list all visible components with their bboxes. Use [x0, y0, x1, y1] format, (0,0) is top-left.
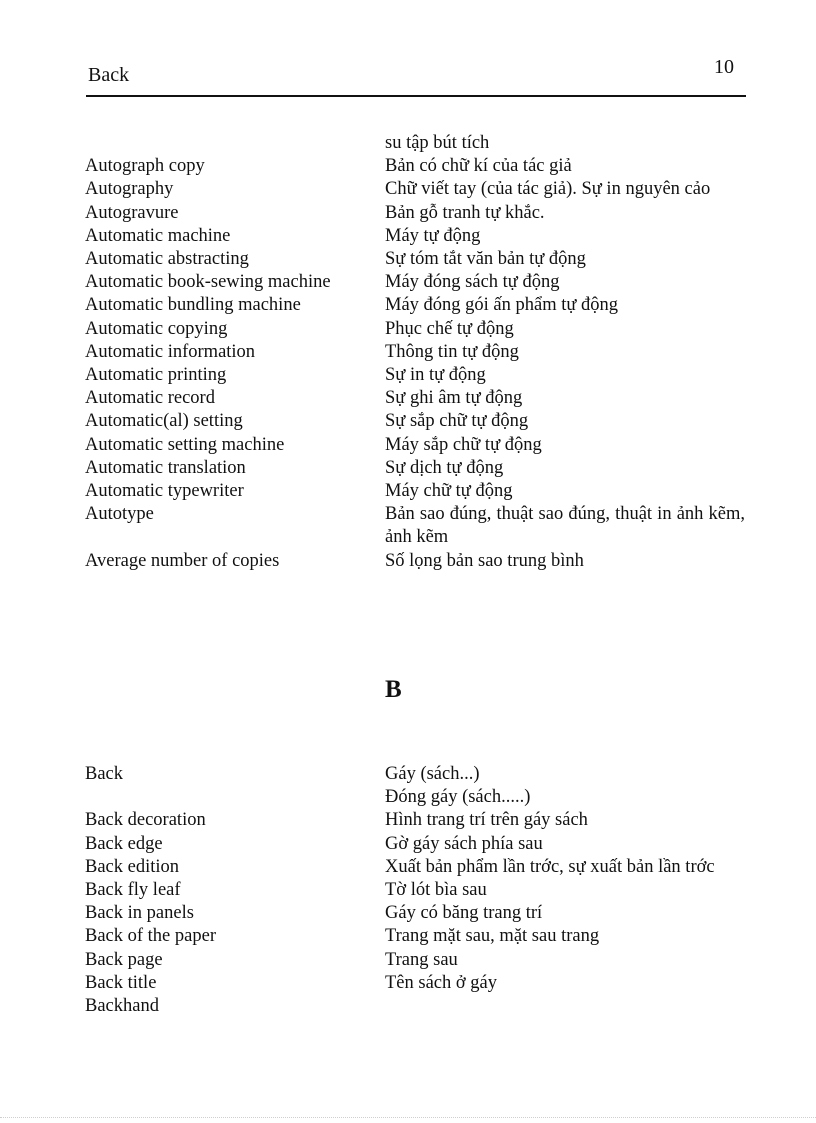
entry-definition: Thông tin tự động	[385, 341, 519, 362]
entry-term: Automatic machine	[85, 225, 231, 246]
entry-term: Back edge	[85, 833, 163, 854]
glossary-entry	[85, 972, 745, 995]
entry-definition: Xuất bản phẩm lần trớc, sự xuất bản lần trớc	[385, 856, 715, 877]
entry-definition: Sự sắp chữ tự động	[385, 411, 529, 432]
entry-term: Back	[85, 764, 124, 784]
entry-definition: Bản gỗ tranh tự khắc.	[385, 202, 545, 223]
glossary-entry	[85, 341, 745, 364]
entry-term: Automatic printing	[85, 365, 227, 386]
glossary-entry	[85, 925, 745, 948]
glossary-entry	[85, 856, 745, 879]
entry-definition: Tên sách ở gáy	[385, 972, 498, 993]
entry-term: Automatic copying	[85, 318, 228, 339]
glossary-entry	[85, 902, 745, 925]
glossary-entry	[85, 833, 745, 856]
glossary-entry	[85, 225, 745, 248]
entry-term: Back title	[85, 972, 157, 993]
header-divider	[86, 95, 746, 97]
entry-term: Automatic abstracting	[85, 249, 249, 270]
entry-definition: Máy đóng sách tự động	[385, 272, 560, 293]
entry-term: Autograph copy	[85, 156, 205, 177]
page-number: 10	[714, 56, 734, 78]
running-head: Back	[88, 64, 130, 86]
entry-definition: Sự tóm tắt văn bản tự động	[385, 249, 586, 270]
entry-definition: Sự dịch tự động	[385, 457, 504, 478]
entry-definition: Phục chế tự động	[385, 318, 514, 339]
glossary-entry	[85, 879, 745, 902]
entry-term	[85, 786, 385, 809]
entry-term: Autotype	[85, 504, 154, 525]
glossary-entry	[85, 294, 745, 317]
letter-section-heading: B	[385, 676, 402, 703]
entry-definition: Bản có chữ kí của tác giả	[385, 156, 572, 177]
entry-definition: Trang mặt sau, mặt sau trang	[385, 926, 600, 947]
entry-definition: Máy tự động	[385, 225, 481, 246]
entry-definition: Trang sau	[385, 949, 458, 970]
glossary-entry	[85, 503, 745, 549]
glossary-entry	[85, 178, 745, 201]
entry-definition: Sự ghi âm tự động	[385, 388, 523, 409]
glossary-section-b	[85, 763, 745, 1018]
entry-definition: su tập bút tích	[385, 133, 490, 153]
entry-definition: Máy đóng gói ấn phẩm tự động	[385, 295, 619, 316]
entry-definition: Số lọng bản sao trung bình	[385, 550, 584, 571]
entry-term: Back of the paper	[85, 926, 216, 947]
entry-definition: Đóng gáy (sách.....)	[385, 787, 531, 808]
entry-definition: Gờ gáy sách phía sau	[385, 833, 543, 854]
entry-term: Automatic record	[85, 388, 215, 409]
entry-definition: Tờ lót bìa sau	[385, 880, 487, 901]
glossary-entry	[85, 763, 745, 786]
glossary-entry	[85, 364, 745, 387]
glossary-entry	[85, 786, 745, 809]
glossary-entry	[85, 155, 745, 178]
entry-definition: Máy sắp chữ tự động	[385, 434, 542, 455]
entry-definition: Gáy có băng trang trí	[385, 903, 543, 924]
entry-term: Autogravure	[85, 202, 179, 223]
glossary-entry	[85, 995, 745, 1018]
glossary-entry	[85, 387, 745, 410]
entry-term: Average number of copies	[85, 550, 280, 571]
glossary-entry	[85, 809, 745, 832]
entry-term: Back fly leaf	[85, 880, 181, 901]
entry-term: Back page	[85, 949, 163, 970]
glossary-entry	[85, 550, 745, 573]
entry-term: Automatic typewriter	[85, 481, 244, 502]
entry-definition: Máy chữ tự động	[385, 481, 513, 502]
entry-definition	[385, 995, 745, 1018]
entry-definition: Chữ viết tay (của tác giả). Sự in nguyên cảo	[385, 179, 711, 200]
glossary-entry	[85, 949, 745, 972]
entry-term: Automatic book-sewing machine	[85, 272, 331, 293]
entry-term: Backhand	[85, 996, 159, 1017]
entry-term: Back in panels	[85, 903, 194, 924]
glossary-entry	[85, 202, 745, 225]
glossary-entry	[85, 318, 745, 341]
entry-term: Automatic translation	[85, 457, 246, 478]
entry-term	[85, 132, 385, 155]
entry-term: Back edition	[85, 856, 180, 877]
entry-term: Automatic bundling machine	[85, 295, 301, 316]
entry-term: Automatic information	[85, 341, 256, 362]
glossary-entry	[85, 434, 745, 457]
glossary-entry	[85, 132, 745, 155]
entry-definition: Gáy (sách...)	[385, 764, 480, 784]
entry-term: Automatic setting machine	[85, 434, 285, 455]
entry-definition: Hình trang trí trên gáy sách	[385, 810, 588, 831]
bottom-border	[0, 1117, 816, 1118]
entry-term: Back decoration	[85, 810, 206, 831]
glossary-entry	[85, 457, 745, 480]
entry-term: Automatic(al) setting	[85, 411, 243, 432]
glossary-entry	[85, 410, 745, 433]
glossary-entry	[85, 271, 745, 294]
entry-definition: Bản sao đúng, thuật sao đúng, thuật in ảnh kẽm, ảnh kẽm	[385, 504, 745, 548]
glossary-entry	[85, 248, 745, 271]
entry-definition: Sự in tự động	[385, 365, 486, 386]
glossary-section-a	[85, 132, 745, 573]
glossary-entry	[85, 480, 745, 503]
entry-term: Autography	[85, 179, 174, 200]
